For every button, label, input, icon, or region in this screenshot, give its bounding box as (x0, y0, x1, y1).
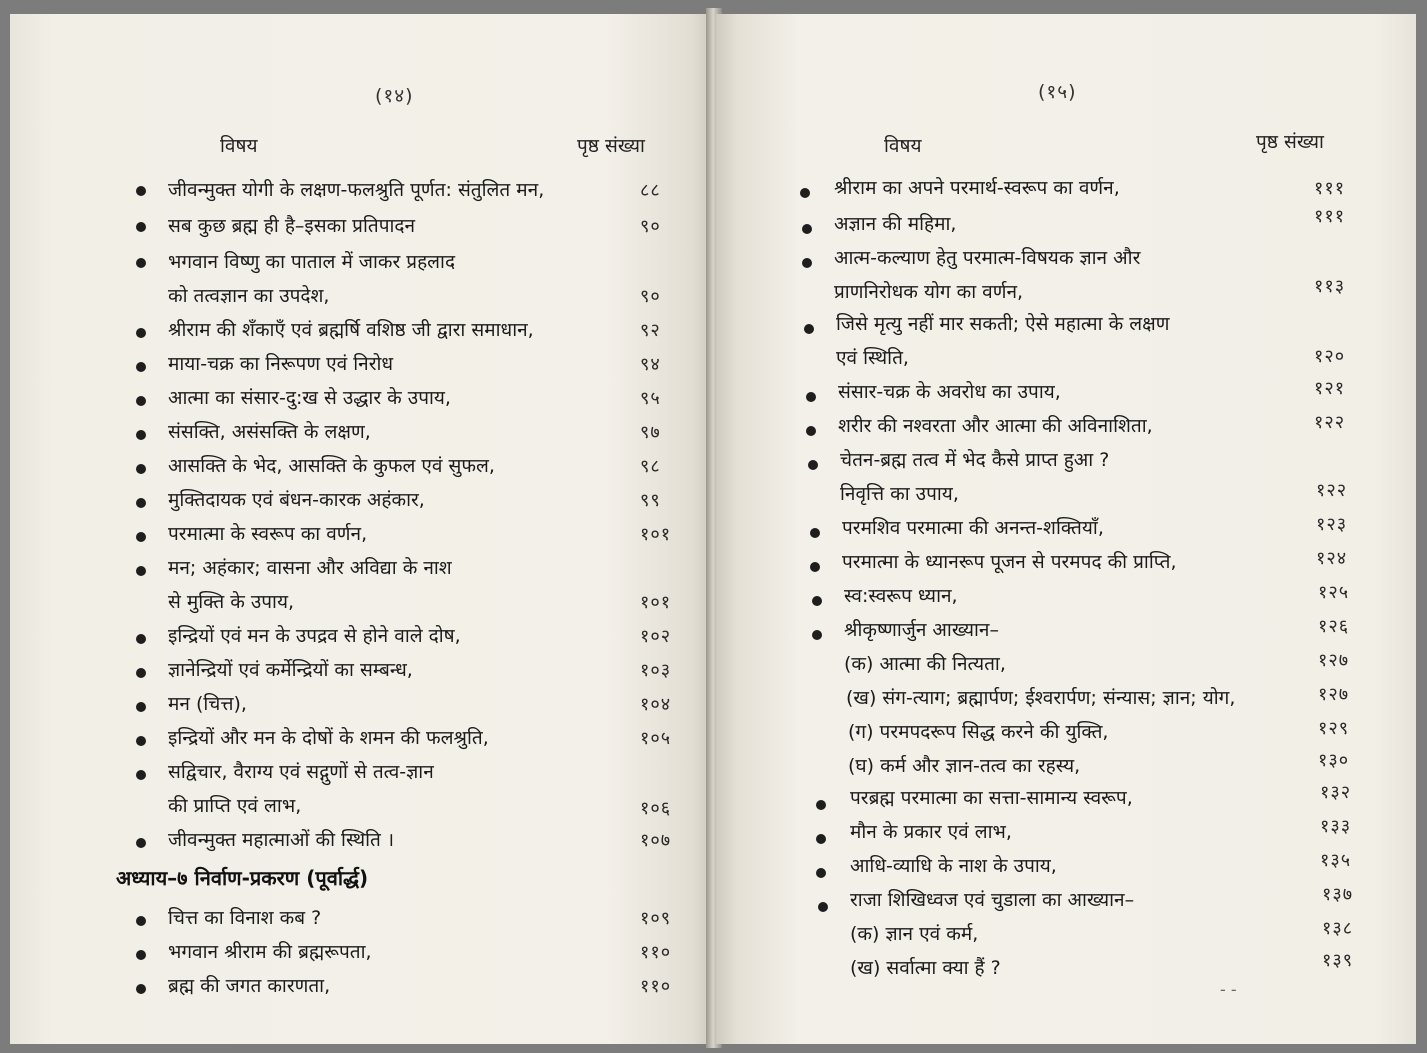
entry-page-number: ९८ (640, 456, 661, 477)
bullet-icon (136, 770, 146, 780)
bullet-icon (800, 188, 810, 198)
entry-page-number: १०१ (640, 524, 672, 545)
entry-text: ब्रह्म की जगत कारणता, (168, 975, 331, 997)
entry-text: परमात्मा के स्वरूप का वर्णन, (168, 523, 368, 545)
entry-text: की प्राप्ति एवं लाभ, (168, 795, 302, 817)
entry-page-number: १३७ (1322, 884, 1354, 905)
entry-text: मौन के प्रकार एवं लाभ, (850, 821, 1012, 843)
bullet-icon (136, 222, 146, 232)
bullet-icon (136, 566, 146, 576)
entry-text: ज्ञानेन्द्रियों एवं कर्मेन्द्रियों का सम्बन्ध, (168, 659, 413, 681)
entry-page-number: १२१ (1314, 378, 1346, 399)
entry-page-number: १२९ (1318, 718, 1350, 739)
bullet-icon (136, 430, 146, 440)
bullet-icon (802, 258, 812, 268)
bullet-icon (804, 324, 814, 334)
bullet-icon (136, 532, 146, 542)
entry-page-number: १०५ (640, 728, 672, 749)
sub-entry-text: (ख) संग-त्याग; ब्रह्मार्पण; ईश्वरार्पण; संन्यास; ज्ञान; योग, (846, 687, 1236, 709)
entry-page-number: १२७ (1318, 684, 1350, 705)
entry-page-number: ९० (640, 216, 661, 237)
sub-entry-text: (ख) सर्वात्मा क्या हैं ? (850, 957, 1001, 979)
entry-page-number: १०९ (640, 908, 672, 929)
entry-text: मुक्तिदायक एवं बंधन-कारक अहंकार, (168, 489, 425, 511)
entry-text: आधि-व्याधि के नाश के उपाय, (850, 855, 1057, 877)
bullet-icon (812, 630, 822, 640)
page-end-dash: - - (1220, 980, 1237, 999)
bullet-icon (810, 562, 820, 572)
entry-text: निवृत्ति का उपाय, (840, 483, 959, 505)
entry-text: श्रीकृष्णार्जुन आख्यान– (844, 619, 999, 641)
entry-text: संसार-चक्र के अवरोध का उपाय, (838, 381, 1061, 403)
bullet-icon (816, 868, 826, 878)
entry-text: आत्म-कल्याण हेतु परमात्म-विषयक ज्ञान और (834, 247, 1141, 269)
entry-page-number: ११० (640, 942, 672, 963)
entry-page-number: १०२ (640, 626, 672, 647)
entry-page-number: १०३ (640, 660, 672, 681)
column-header-page: पृष्ठ संख्या (577, 135, 645, 157)
bullet-icon (136, 464, 146, 474)
bullet-icon (136, 186, 146, 196)
entry-text: चित्त का विनाश कब ? (168, 907, 322, 929)
entry-text: परमशिव परमात्मा की अनन्त-शक्तियाँ, (842, 517, 1104, 539)
entry-page-number: ११३ (1314, 276, 1346, 297)
entry-page-number: १०४ (640, 694, 672, 715)
bullet-icon (136, 668, 146, 678)
entry-page-number: ८८ (640, 180, 661, 201)
bullet-icon (136, 984, 146, 994)
sub-entry-text: (क) ज्ञान एवं कर्म, (850, 923, 979, 945)
entry-page-number: १२२ (1314, 412, 1346, 433)
bullet-icon (806, 426, 816, 436)
entry-page-number: १३३ (1320, 816, 1352, 837)
column-header-page: पृष्ठ संख्या (1256, 131, 1324, 153)
bullet-icon (136, 634, 146, 644)
bullet-icon (136, 498, 146, 508)
entry-text: इन्द्रियों और मन के दोषों के शमन की फलश्रुति, (168, 727, 489, 749)
entry-page-number: १०१ (640, 592, 672, 613)
entry-page-number: १२० (1314, 346, 1346, 367)
entry-text: जीवन्मुक्त महात्माओं की स्थिति । (168, 829, 395, 851)
entry-text: एवं स्थिति, (836, 347, 909, 369)
bullet-icon (812, 596, 822, 606)
sub-entry-text: (ग) परमपदरूप सिद्ध करने की युक्ति, (848, 721, 1109, 743)
bullet-icon (136, 328, 146, 338)
entry-page-number: ९९ (640, 490, 661, 511)
entry-page-number: १११ (1314, 206, 1346, 227)
entry-page-number: १३९ (1322, 950, 1354, 971)
entry-text: माया-चक्र का निरूपण एवं निरोध (168, 353, 394, 375)
bullet-icon (808, 460, 818, 470)
left-page (10, 14, 712, 1044)
bullet-icon (136, 736, 146, 746)
entry-text: को तत्वज्ञान का उपदेश, (168, 285, 330, 307)
entry-page-number: ९४ (640, 354, 661, 375)
chapter-heading: अध्याय–७ निर्वाण-प्रकरण (पूर्वार्द्ध) (116, 866, 369, 890)
entry-page-number: ९० (640, 286, 661, 307)
entry-page-number: १०७ (640, 830, 672, 851)
entry-text: से मुक्ति के उपाय, (168, 591, 295, 613)
entry-page-number: १११ (1314, 178, 1346, 199)
column-header-subject: विषय (884, 135, 922, 157)
entry-page-number: १२६ (1318, 616, 1350, 637)
entry-text: स्व:स्वरूप ध्यान, (844, 585, 958, 607)
bullet-icon (136, 950, 146, 960)
entry-page-number: १३५ (1320, 850, 1352, 871)
entry-text: इन्द्रियों एवं मन के उपद्रव से होने वाले दोष, (168, 625, 461, 647)
entry-text: चेतन-ब्रह्म तत्व में भेद कैसे प्राप्त हुआ ? (840, 449, 1110, 471)
entry-text: मन (चित्त), (168, 693, 247, 715)
page-number: (१४) (375, 85, 414, 107)
page-number: (१५) (1038, 81, 1077, 103)
entry-page-number: १३८ (1322, 918, 1354, 939)
entry-page-number: १२४ (1316, 548, 1348, 569)
entry-text: आसक्ति के भेद, आसक्ति के कुफल एवं सुफल, (168, 455, 495, 477)
entry-text: प्राणनिरोधक योग का वर्णन, (834, 281, 1024, 303)
entry-text: राजा शिखिध्वज एवं चुडाला का आख्यान– (850, 889, 1135, 911)
entry-page-number: १२३ (1316, 514, 1348, 535)
entry-page-number: १३० (1318, 750, 1350, 771)
entry-page-number: १२२ (1316, 480, 1348, 501)
entry-text: संसक्ति, असंसक्ति के लक्षण, (168, 421, 371, 443)
entry-text: सद्विचार, वैराग्य एवं सद्गुणों से तत्व-ज्ञान (168, 761, 434, 783)
entry-page-number: १२७ (1318, 650, 1350, 671)
bullet-icon (816, 834, 826, 844)
bullet-icon (136, 258, 146, 268)
entry-text: श्रीराम का अपने परमार्थ-स्वरूप का वर्णन, (834, 177, 1120, 199)
bullet-icon (136, 702, 146, 712)
bullet-icon (810, 528, 820, 538)
entry-text: आत्मा का संसार-दु:ख से उद्धार के उपाय, (168, 387, 451, 409)
entry-page-number: ९७ (640, 422, 661, 443)
entry-page-number: ९२ (640, 320, 661, 341)
bullet-icon (816, 800, 826, 810)
entry-page-number: ९५ (640, 388, 661, 409)
right-page (716, 14, 1416, 1044)
entry-text: भगवान श्रीराम की ब्रह्मरूपता, (168, 941, 372, 963)
bullet-icon (802, 224, 812, 234)
entry-text: परब्रह्म परमात्मा का सत्ता-सामान्य स्वरूप, (850, 787, 1133, 809)
bullet-icon (818, 902, 828, 912)
bullet-icon (136, 838, 146, 848)
entry-page-number: १०६ (640, 798, 672, 819)
entry-page-number: ११० (640, 976, 672, 997)
entry-text: मन; अहंकार; वासना और अविद्या के नाश (168, 557, 452, 579)
sub-entry-text: (क) आत्मा की नित्यता, (844, 653, 1006, 675)
bullet-icon (806, 392, 816, 402)
bullet-icon (136, 396, 146, 406)
entry-text: सब कुछ ब्रह्म ही है–इसका प्रतिपादन (168, 215, 416, 237)
bullet-icon (136, 916, 146, 926)
entry-page-number: १२५ (1318, 582, 1350, 603)
entry-text: जिसे मृत्यु नहीं मार सकती; ऐसे महात्मा के लक्षण (836, 313, 1170, 335)
entry-text: अज्ञान की महिमा, (834, 213, 957, 235)
column-header-subject: विषय (220, 135, 258, 157)
entry-text: भगवान विष्णु का पाताल में जाकर प्रहलाद (168, 251, 456, 273)
bullet-icon (136, 362, 146, 372)
entry-text: परमात्मा के ध्यानरूप पूजन से परमपद की प्राप्ति, (842, 551, 1177, 573)
entry-text: शरीर की नश्वरता और आत्मा की अविनाशिता, (838, 415, 1153, 437)
entry-text: श्रीराम की शँकाएँ एवं ब्रह्मर्षि वशिष्ठ जी द्वारा समाधान, (168, 319, 534, 341)
entry-text: जीवन्मुक्त योगी के लक्षण-फलश्रुति पूर्णत: संतुलित मन, (168, 179, 545, 201)
sub-entry-text: (घ) कर्म और ज्ञान-तत्व का रहस्य, (848, 755, 1081, 777)
entry-page-number: १३२ (1320, 782, 1352, 803)
